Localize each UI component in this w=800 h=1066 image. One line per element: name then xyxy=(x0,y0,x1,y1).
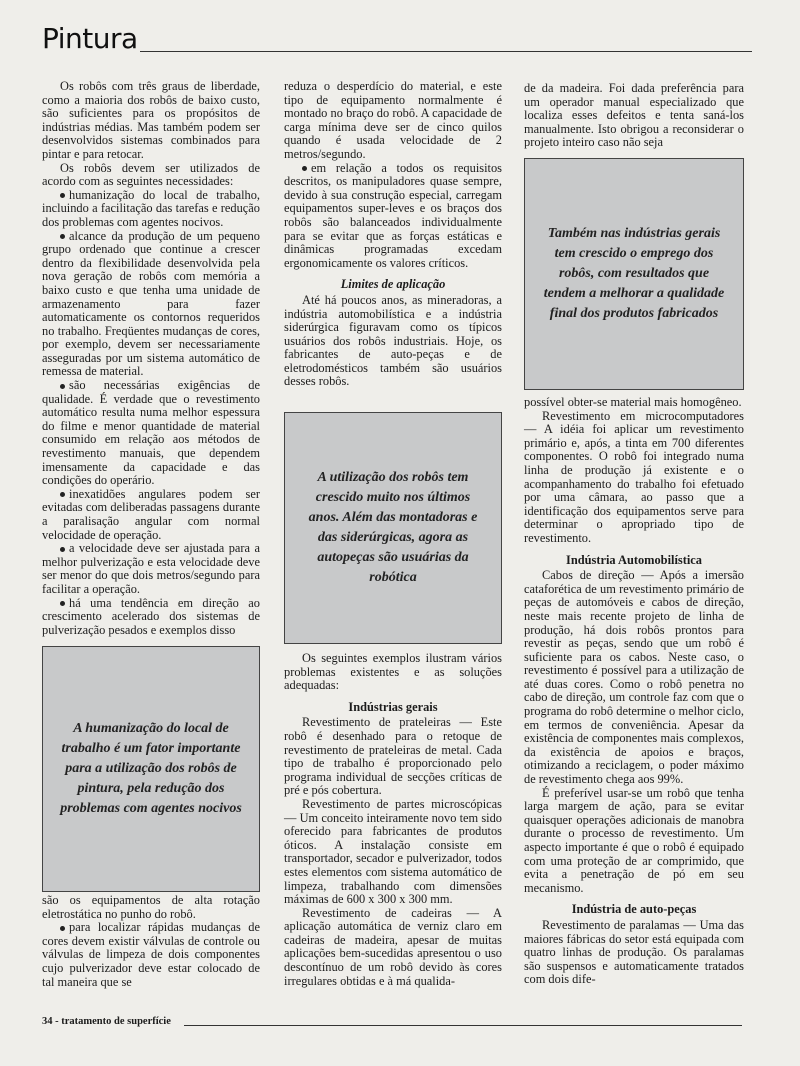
paragraph: Os seguintes exemplos ilustram vários problemas existentes e as soluções adequadas: xyxy=(284,651,502,693)
footer-rule xyxy=(184,1025,742,1026)
column-2 xyxy=(284,80,502,389)
column-1-continued xyxy=(42,894,260,989)
paragraph: Revestimento de partes microscópicas — Um conceito inteiramente novo tem sido oferecido para fabricantes de produtos óticos. A instalação consiste em transportador, secador e pulverizador, todos estes elementos com sistema automático de limpeza, trabalhando com dimensões máximas de 600 x 300 x 300 mm. xyxy=(284,796,502,907)
paragraph: Revestimento de cadeiras — A aplicação automática de verniz claro em cadeiras de madeira, apesar de muitas aplicações bem-sucedidas apresentou o uso descontínuo de um robô devido às cores irregulares obtidas e à má qualida- xyxy=(284,905,502,988)
pull-quote-2: A utilização dos robôs tem crescido muito nos últimos anos. Além das montadoras e das siderúrgicas, agora as autopeças são usuárias da robótica xyxy=(284,412,502,644)
paragraph: Os robôs com três graus de liberdade, como a maioria dos robôs de baixo custo, são suficientes para os propósitos de indústrias médias. Mas também podem ser desenvolvidos sistemas combinados para pintar e para retocar. xyxy=(42,79,260,161)
bullet-icon xyxy=(60,601,65,606)
bullet-icon xyxy=(60,193,65,198)
bullet-item: em relação a todos os requisitos descritos, os manipuladores quase sempre, devido à sua construção especial, carregam equipamentos super-leves e os braços dos robôs são balanceados individualmente para se evitar que as forças estáticas e dinâmicas programadas excedam ergonomicamente os valores críticos. xyxy=(284,160,502,270)
page-header xyxy=(42,22,752,58)
paragraph: possível obter-se material mais homogêneo. xyxy=(524,395,742,409)
subheading-limits: Limites de aplicação xyxy=(340,277,446,292)
paragraph: são os equipamentos de alta rotação eletrostática no punho do robô. xyxy=(42,893,260,921)
paragraph: Cabos de direção — Após a imersão cataforética de um revestimento primário de peças de automóveis e cabos de direção, neste mais recente projeto de linha de produção, há dois robôs prontos para revestir as peças, sendo que um robô é suficiente para os cabos. Neste caso, o revestimento é possível para a utilização de até duas cores. Como o robô penetra no cabo de direção, um controle faz com que o programa do robô determine o melhor ciclo, em termos de conveniência. Apesar da existência de componentes mais complexos, da existência de apoios e braços, otimizando a reciclagem, o poder máximo de revestimento chega aos 99%. xyxy=(524,568,744,787)
section-title: Pintura xyxy=(42,22,138,55)
column-1 xyxy=(42,80,260,637)
paragraph: Revestimento em microcomputadores — A idéia foi aplicar um revestimento primário e, após, a tinta em 700 diferentes componentes. O robô foi integrado numa linha de produção já existente e o acompanhamento do trabalho foi efetuado por uma câmara, ao passo que a identificação dos equipamentos serve para determinar o apropriado tipo de revestimento. xyxy=(524,408,744,545)
bullet-icon xyxy=(60,926,65,931)
bullet-icon xyxy=(60,384,65,389)
bullet-item: para localizar rápidas mudanças de cores devem existir válvulas de controle ou válvulas de limpeza de dois componentes cujo pulverizador deve estar colocado de tal maneira que se xyxy=(42,920,260,989)
paragraph: Revestimento de paralamas — Uma das maiores fábricas do setor está equipada com quatro linhas de produção. Os paralamas são suspensos e automaticamente tratados com dois dife- xyxy=(524,917,744,987)
paragraph: É preferível usar-se um robô que tenha larga margem de ação, para se evitar quaisquer operações adicionais de manobra durante o processo de revestimento. Um aspecto importante é que o robô é equipado com uma proteção de ar comprimido, que evita a penetração de pó em seu mecanismo. xyxy=(524,785,744,895)
column-3-continued xyxy=(524,396,744,987)
bullet-item: a velocidade deve ser ajustada para a melhor pulverização e esta velocidade deve ser menor do que dois metros/segundo para facilitar a operação. xyxy=(42,541,260,596)
subheading-auto-parts: Indústria de auto-peças xyxy=(571,902,697,917)
subheading-automotive: Indústria Automobilística xyxy=(566,552,702,567)
bullet-item: alcance da produção de um pequeno grupo ordenado que continue a crescer dentro da flexibilidade desenvolvida pela nova geração de robôs com memória a baixo custo e que tenha uma unidade de armazenamento para fazer automaticamente os contornos requeridos no trabalho. Freqüentes mudanças de cores, por exemplo, devem ser necessariamente asseguradas por um sistema automático de remessa de material. xyxy=(42,228,260,379)
page-footer xyxy=(42,1016,742,1032)
footer-page-label: 34 - tratamento de superfície xyxy=(42,1016,171,1027)
bullet-item: humanização do local de trabalho, incluindo a facilitação das tarefas e redução dos problemas com agentes nocivos. xyxy=(42,187,260,229)
bullet-icon xyxy=(302,166,307,171)
bullet-icon xyxy=(60,547,65,552)
column-2-continued xyxy=(284,652,502,988)
paragraph: reduza o desperdício do material, e este tipo de equipamento normalmente é montado no braço do robô. A capacidade de carga mínima deve ser de cinco quilos quando é usada velocidade de 2 metros/segundo. xyxy=(284,79,502,161)
bullet-icon xyxy=(60,492,65,497)
bullet-item: há uma tendência em direção ao crescimento acelerado dos sistemas de pulverização pesados e exemplos disso xyxy=(42,595,260,637)
bullet-icon xyxy=(60,234,65,239)
bullet-item: são necessárias exigências de qualidade. É verdade que o revestimento automático resulta numa melhor espessura do filme e menor quantidade de material consumido em relação aos métodos de revestimento manuais, que dependem imensamente da capacidade e das condições do operário. xyxy=(42,378,260,488)
subheading-general-industries: Indústrias gerais xyxy=(348,699,438,714)
paragraph: Os robôs devem ser utilizados de acordo com as seguintes necessidades: xyxy=(42,160,260,189)
column-3 xyxy=(524,82,744,150)
pull-quote-3: Também nas indústrias gerais tem crescido o emprego dos robôs, com resultados que tendem a melhorar a qualidade final dos produtos fabricados xyxy=(524,158,744,390)
paragraph: Até há poucos anos, as mineradoras, a indústria automobilística e a indústria siderúrgica figuravam como os típicos usuários dos robôs industriais. Hoje, os fabricantes de auto-peças e de eletrodomésticos também são usuários desses robôs. xyxy=(284,292,502,389)
pull-quote-1: A humanização do local de trabalho é um fator importante para a utilização dos robôs de pintura, pela redução dos problemas com agentes nocivos xyxy=(42,646,260,892)
bullet-item: inexatidões angulares podem ser evitadas com deliberadas passagens durante a paralisação angular com normal velocidade de operação. xyxy=(42,486,260,542)
paragraph: de da madeira. Foi dada preferência para um operador manual especializado que localiza esses defeitos e tenta saná-los manualmente. Isto obrigou a reconsiderar o projeto inteiro caso não seja xyxy=(524,81,744,150)
paragraph: Revestimento de prateleiras — Este robô é desenhado para o retoque de revestimento de prateleiras de metal. Cada tipo de trabalho é proporcionado pelo programa individual de secções críticas de pré e pós cobertura. xyxy=(284,715,502,798)
header-rule xyxy=(140,51,752,52)
